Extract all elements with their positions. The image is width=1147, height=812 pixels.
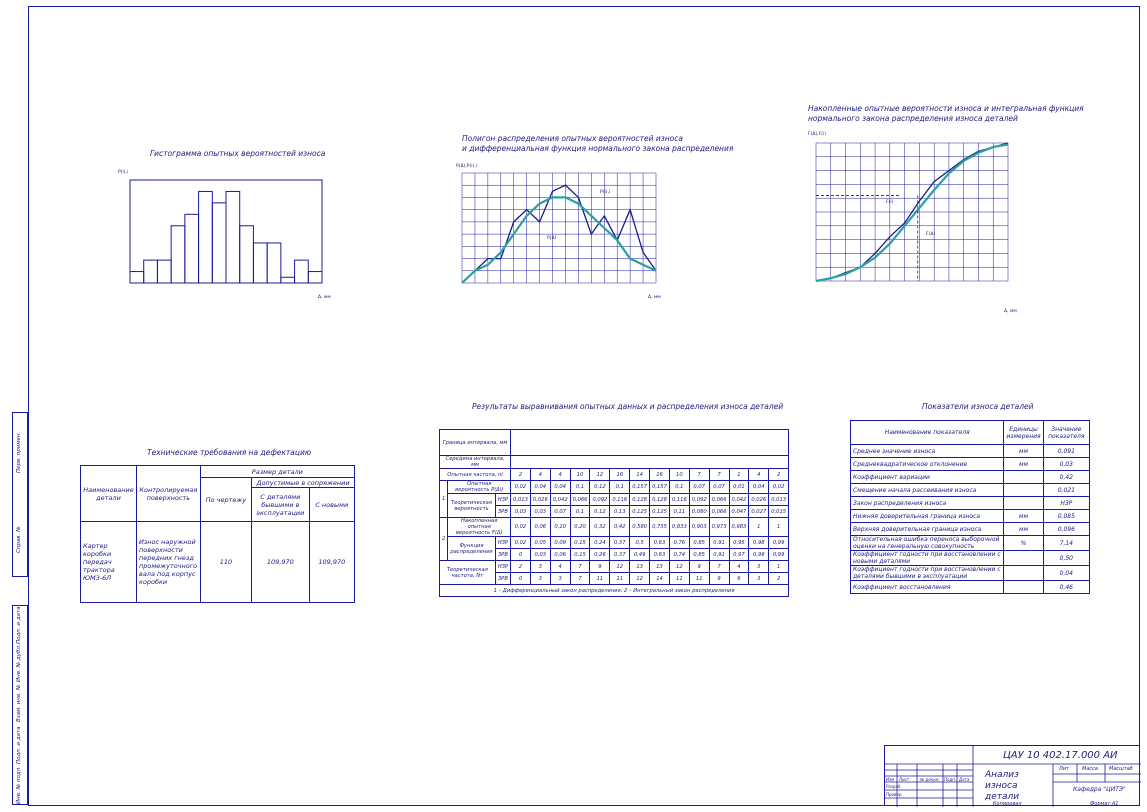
results-cell: 10 [669,469,689,481]
results-cell: 16 [610,469,630,481]
results-cell: 0,1 [570,481,590,494]
results-cell: 0,125 [650,506,670,518]
col-size: Размер детали [200,466,354,478]
results-cell: 3 [749,561,769,573]
results-cell: 0,157 [650,481,670,494]
results-cell: 3 [530,573,550,585]
cum-label-b: F(Δ) [926,232,936,237]
results-cell: 9 [689,561,709,573]
results-cell: 0,15 [570,549,590,561]
results-cell: 0,080 [689,506,709,518]
indicator-row [851,510,1090,523]
results-cell: 11 [689,573,709,585]
nzr-1: НЗР [495,494,510,506]
results-cell: 0,37 [610,537,630,549]
results-cell: 0,07 [550,506,570,518]
results-cell: 0,116 [610,494,630,506]
results-cell: 0,42 [610,518,630,537]
indicator-unit [1004,551,1043,566]
results-cell: 0,047 [729,506,749,518]
results-cell: 16 [650,469,670,481]
indicator-unit [1004,581,1043,594]
hist-bar [295,260,309,283]
results-cell: 7 [689,469,709,481]
results-cell: 0,03 [530,549,550,561]
poly-x-label: Δ, мм [648,295,661,300]
indicator-name: Коэффициент восстановления [851,581,1004,594]
stamp-copied: Копировал [993,801,1022,807]
indicator-value: 7,14 [1043,536,1089,551]
indicator-value: 0,42 [1043,471,1089,484]
indicator-unit [1004,497,1043,510]
hist-bar [240,226,254,283]
r-freq: Опытная частота, ni [440,469,511,481]
side-inv-podl: Инв. № подл. [16,766,22,804]
indicator-value: 0,021 [1043,484,1089,497]
results-cell: 2 [769,469,789,481]
results-cell: 0,63 [650,549,670,561]
poly-series-line [462,197,656,283]
indicator-name: Верхняя доверительная граница износа [851,523,1004,536]
indicator-unit [1004,471,1043,484]
r-interval-values [511,430,789,456]
results-cell: 1 [749,518,769,537]
cum-title-2: нормального закона распределения износа деталей [808,114,1018,123]
indicator-unit: мм [1004,445,1043,458]
title-block [884,745,1140,806]
results-cell: 11 [590,573,610,585]
cum-y-label: F(Δ),F(i) [808,132,826,137]
results-cell: 0,95 [729,537,749,549]
results-cell: 0,1 [610,481,630,494]
stamp-date: Дата [959,777,970,782]
results-cell: 0,013 [511,494,531,506]
results-cell: 0,01 [729,481,749,494]
results-cell: 0,99 [769,549,789,561]
results-cell: 0,983 [729,518,749,537]
results-cell: 0,98 [749,537,769,549]
results-cell: 0,1 [570,506,590,518]
h-value: Значение показателя [1043,421,1089,445]
indicator-unit: мм [1004,523,1043,536]
results-cell: 0,128 [650,494,670,506]
results-cell: 0,066 [709,494,729,506]
poly-y-label: P(Δ),P(i),i [456,164,477,169]
results-cell: 14 [650,573,670,585]
results-cell: 0,11 [669,506,689,518]
indicator-name: Относительная ошибка переноса выборочной оценки на генеральную совокупность [851,536,1004,551]
indicator-row [851,484,1090,497]
results-cell: 2 [511,469,531,481]
indicator-row [851,566,1090,581]
results-note: 1 – Дифференциальный закон распределения, 2 – Интегральный закон распределения [440,585,789,597]
stamp-list: Лист [899,777,910,782]
group-2: 2 [440,518,448,561]
results-cell: 0,015 [769,506,789,518]
stamp-sign: Подп. [944,777,957,782]
hist-title: Гистограмма опытных вероятностей износа [150,149,326,158]
results-table [439,429,789,597]
r-theor-prob: Теоретическая вероятность [448,494,495,518]
side-inv-dubl: Инв. № дубл. [16,644,22,682]
hist-bar [144,260,158,283]
hist-bar [157,260,171,283]
r-func: Функция распределения [448,537,495,561]
stamp-razrab: Разраб. [886,784,902,789]
results-cell: 0,03 [530,506,550,518]
results-cell: 0,12 [590,481,610,494]
results-cell: 0,10 [550,518,570,537]
results-cell: 11 [669,573,689,585]
indicator-row [851,536,1090,551]
results-cell: 0,5 [630,537,650,549]
indicator-name: Среднее значение износа [851,445,1004,458]
results-cell: 6 [729,573,749,585]
side-perv: Перв. примен. [16,431,22,473]
results-cell: 0,026 [749,494,769,506]
results-cell: 0,99 [769,537,789,549]
results-cell: 0,63 [650,537,670,549]
side-podp-data2: Подп. и дата [16,726,22,764]
results-cell: 4 [550,469,570,481]
results-cell: 2 [511,561,531,573]
results-cell: 7 [709,561,729,573]
results-cell: 4 [550,561,570,573]
results-cell: 7 [570,561,590,573]
results-cell: 0,013 [769,494,789,506]
results-cell: 7 [709,469,729,481]
results-cell: 0,15 [570,537,590,549]
indicator-row [851,581,1090,594]
results-cell: 0,066 [570,494,590,506]
nzr-3: НЗР [495,561,510,573]
zrv-2: ЗРВ [495,549,510,561]
poly-label-a: P(i),i [600,190,611,195]
r-theor-freq: Теоретическая частота, Nт [440,561,496,585]
h-unit: Единицы измерения [1004,421,1043,445]
results-cell: 0,26 [590,549,610,561]
results-cell: 0,37 [610,549,630,561]
results-cell: 1 [769,518,789,537]
indicator-unit: % [1004,536,1043,551]
indicators-table [850,420,1090,594]
side-stamp-bottom [12,605,28,805]
side-stamp-top [12,412,28,577]
stamp-format: Формат А1 [1090,801,1119,807]
results-cell: 0,06 [530,518,550,537]
indicator-name: Среднеквадратическое отклонение [851,458,1004,471]
results-cell: 1 [729,469,749,481]
results-cell: 0,04 [550,481,570,494]
hist-y-label: P(i),i [118,170,129,175]
hist-bar [212,203,226,283]
indicator-row [851,551,1090,566]
indicator-value: 0,03 [1043,458,1089,471]
r-middle: Середина интервала, мм [440,456,511,469]
r-cum-prob: Накопленная опытная вероятность F(Δ) [448,518,511,537]
indicator-unit [1004,566,1043,581]
results-cell: 13 [650,561,670,573]
results-cell: 12 [590,469,610,481]
indicator-row [851,523,1090,536]
col-with-worn: С деталями бывшими в эксплуатации [252,488,309,522]
results-cell: 0,027 [749,506,769,518]
results-cell: 0,092 [689,494,709,506]
cum-title-1: Накопленные опытные вероятности износа и интегральная функция [808,104,1084,113]
results-cell: 4 [729,561,749,573]
col-surface: Контролируемая поверхность [136,466,200,522]
h-name: Наименование показателя [851,421,1004,445]
polygon-chart [462,173,658,285]
results-cell: 0,09 [550,537,570,549]
results-cell: 13 [630,561,650,573]
indicator-value: 0,50 [1043,551,1089,566]
results-cell: 0,903 [689,518,709,537]
indicator-name: Нижняя доверительная граница износа [851,510,1004,523]
indicator-name: Коэффициент годности при восстановлении с деталями бывшими в эксплуатации [851,566,1004,581]
indicator-unit [1004,484,1043,497]
side-podp-data: Подп. и дата [16,606,22,644]
results-cell: 0,20 [570,518,590,537]
results-cell: 0,125 [630,506,650,518]
results-cell: 0,32 [590,518,610,537]
results-cell: 10 [570,469,590,481]
side-vzam: Взам. инв. № [16,684,22,722]
cum-x-label: Δ, мм [1004,309,1017,314]
hist-bar [267,243,281,283]
results-cell: 9 [709,573,729,585]
indicator-value: 0,096 [1043,523,1089,536]
row-with-new: 109,970 [309,522,354,603]
results-cell: 0,042 [729,494,749,506]
indicator-row [851,445,1090,458]
results-cell: 0,128 [630,494,650,506]
indicator-row [851,458,1090,471]
poly-title-1: Полигон распределения опытных вероятностей износа [462,134,683,143]
results-cell: 0 [511,573,531,585]
results-cell: 0,735 [650,518,670,537]
results-cell: 0,02 [769,481,789,494]
indicator-value: 0,085 [1043,510,1089,523]
results-cell: 0,02 [511,537,531,549]
results-cell: 12 [630,573,650,585]
zrv-3: ЗРВ [495,573,510,585]
results-cell: 0,07 [689,481,709,494]
stamp-org: Кафедра "ЦИТЭ" [1073,786,1126,793]
defect-title: Технические требования на дефектацию [147,448,312,457]
results-cell: 0,02 [511,481,531,494]
side-sprav: Справ. № [16,526,22,553]
indicator-name: Закон распределения износа [851,497,1004,510]
indicator-value: НЗР [1043,497,1089,510]
results-cell: 0,13 [610,506,630,518]
results-cell: 0,03 [511,506,531,518]
hist-bar [308,272,322,283]
results-cell: 0,99 [749,549,769,561]
results-cell: 0,91 [709,549,729,561]
zrv-1: ЗРВ [495,506,510,518]
results-cell: 12 [610,561,630,573]
hist-bar [171,226,185,283]
r-interval: Граница интервала, мм [440,430,511,456]
results-cell: 0,833 [669,518,689,537]
results-cell: 3 [550,573,570,585]
results-cell: 1 [769,561,789,573]
results-cell: 4 [530,469,550,481]
group-1: 1 [440,481,448,518]
stamp-izm: Изм [886,777,895,782]
results-cell: 0,12 [590,506,610,518]
results-cell: 0,07 [709,481,729,494]
results-cell: 0,157 [630,481,650,494]
results-cell: 0,580 [630,518,650,537]
results-cell: 0,04 [749,481,769,494]
results-cell: 9 [590,561,610,573]
hist-bar [199,191,213,283]
results-cell: 0,092 [590,494,610,506]
r-middle-values [511,456,789,469]
results-cell: 0,91 [709,537,729,549]
results-cell: 0,85 [689,549,709,561]
results-cell: 3 [749,573,769,585]
nzr-2: НЗР [495,537,510,549]
results-cell: 0,04 [530,481,550,494]
col-allowed: Допустимые в сопряжении [252,478,355,488]
hist-bar [281,277,295,283]
results-title: Результаты выравнивания опытных данных и распределения износа деталей [472,402,784,411]
row-drawing: 110 [200,522,251,603]
results-cell: 0 [511,549,531,561]
indicator-name: Коэффициент годности при восстановлении с новыми деталями [851,551,1004,566]
stamp-title: Анализ износа детали [985,770,1020,802]
stamp-scale: Масштаб [1109,766,1133,772]
results-cell: 0,02 [511,518,531,537]
results-cell: 3 [530,561,550,573]
results-cell: 11 [610,573,630,585]
col-drawing: По чертежу [200,478,251,522]
results-cell: 0,042 [550,494,570,506]
indicator-value: 0,04 [1043,566,1089,581]
results-cell: 0,74 [669,549,689,561]
poly-title-2: и дифференциальная функция нормального закона распределения [462,144,734,153]
poly-label-b: P(Δ) [547,236,557,241]
stamp-lit: Лит [1059,766,1069,772]
defect-table [80,465,355,603]
results-cell: 0,05 [530,537,550,549]
results-cell: 0,116 [669,494,689,506]
indicator-name: Коэффициент вариации [851,471,1004,484]
results-cell: 0,49 [630,549,650,561]
cum-label-a: F(i) [886,200,894,205]
histogram-chart [130,180,325,285]
indicator-value: 0,091 [1043,445,1089,458]
hist-bar [185,214,199,283]
results-cell: 14 [630,469,650,481]
stamp-doc: № докум. [920,777,940,782]
row-name: Картер коробки передач трактора ЮМЗ-6Л [81,522,137,603]
stamp-mass: Масса [1082,766,1098,772]
results-cell: 7 [570,573,590,585]
results-cell: 0,76 [669,537,689,549]
results-cell: 0,1 [669,481,689,494]
results-cell: 0,026 [530,494,550,506]
results-cell: 12 [669,561,689,573]
indicator-value: 0,46 [1043,581,1089,594]
hist-bar [253,243,267,283]
indicator-name: Смещение начала рассеивания износа [851,484,1004,497]
hist-bar [130,272,144,283]
row-with-worn: 109,970 [252,522,309,603]
r-exp-prob: Опытная вероятность P(Δi) [448,481,511,494]
col-name: Наименование детали [81,466,137,522]
row-surface: Износ наружной поверхности передних гнезд промежуточного вала под корпус коробки [136,522,200,603]
results-cell: 0,97 [729,549,749,561]
hist-bar [226,191,240,283]
stamp-code: ЦАУ 10 402.17.000 АИ [1003,750,1118,761]
results-cell: 0,85 [689,537,709,549]
indicator-unit: мм [1004,458,1043,471]
results-cell: 0,24 [590,537,610,549]
indicator-row [851,497,1090,510]
indicator-unit: мм [1004,510,1043,523]
results-cell: 2 [769,573,789,585]
indicators-title: Показатели износа деталей [922,402,1034,411]
col-with-new: С новыми [309,488,354,522]
results-cell: 0,066 [709,506,729,518]
results-cell: 4 [749,469,769,481]
stamp-prov: Провер. [886,792,903,797]
results-cell: 0,06 [550,549,570,561]
cumulative-chart [816,143,1010,283]
indicator-row [851,471,1090,484]
hist-x-label: Δ, мм [318,295,331,300]
results-cell: 0,973 [709,518,729,537]
